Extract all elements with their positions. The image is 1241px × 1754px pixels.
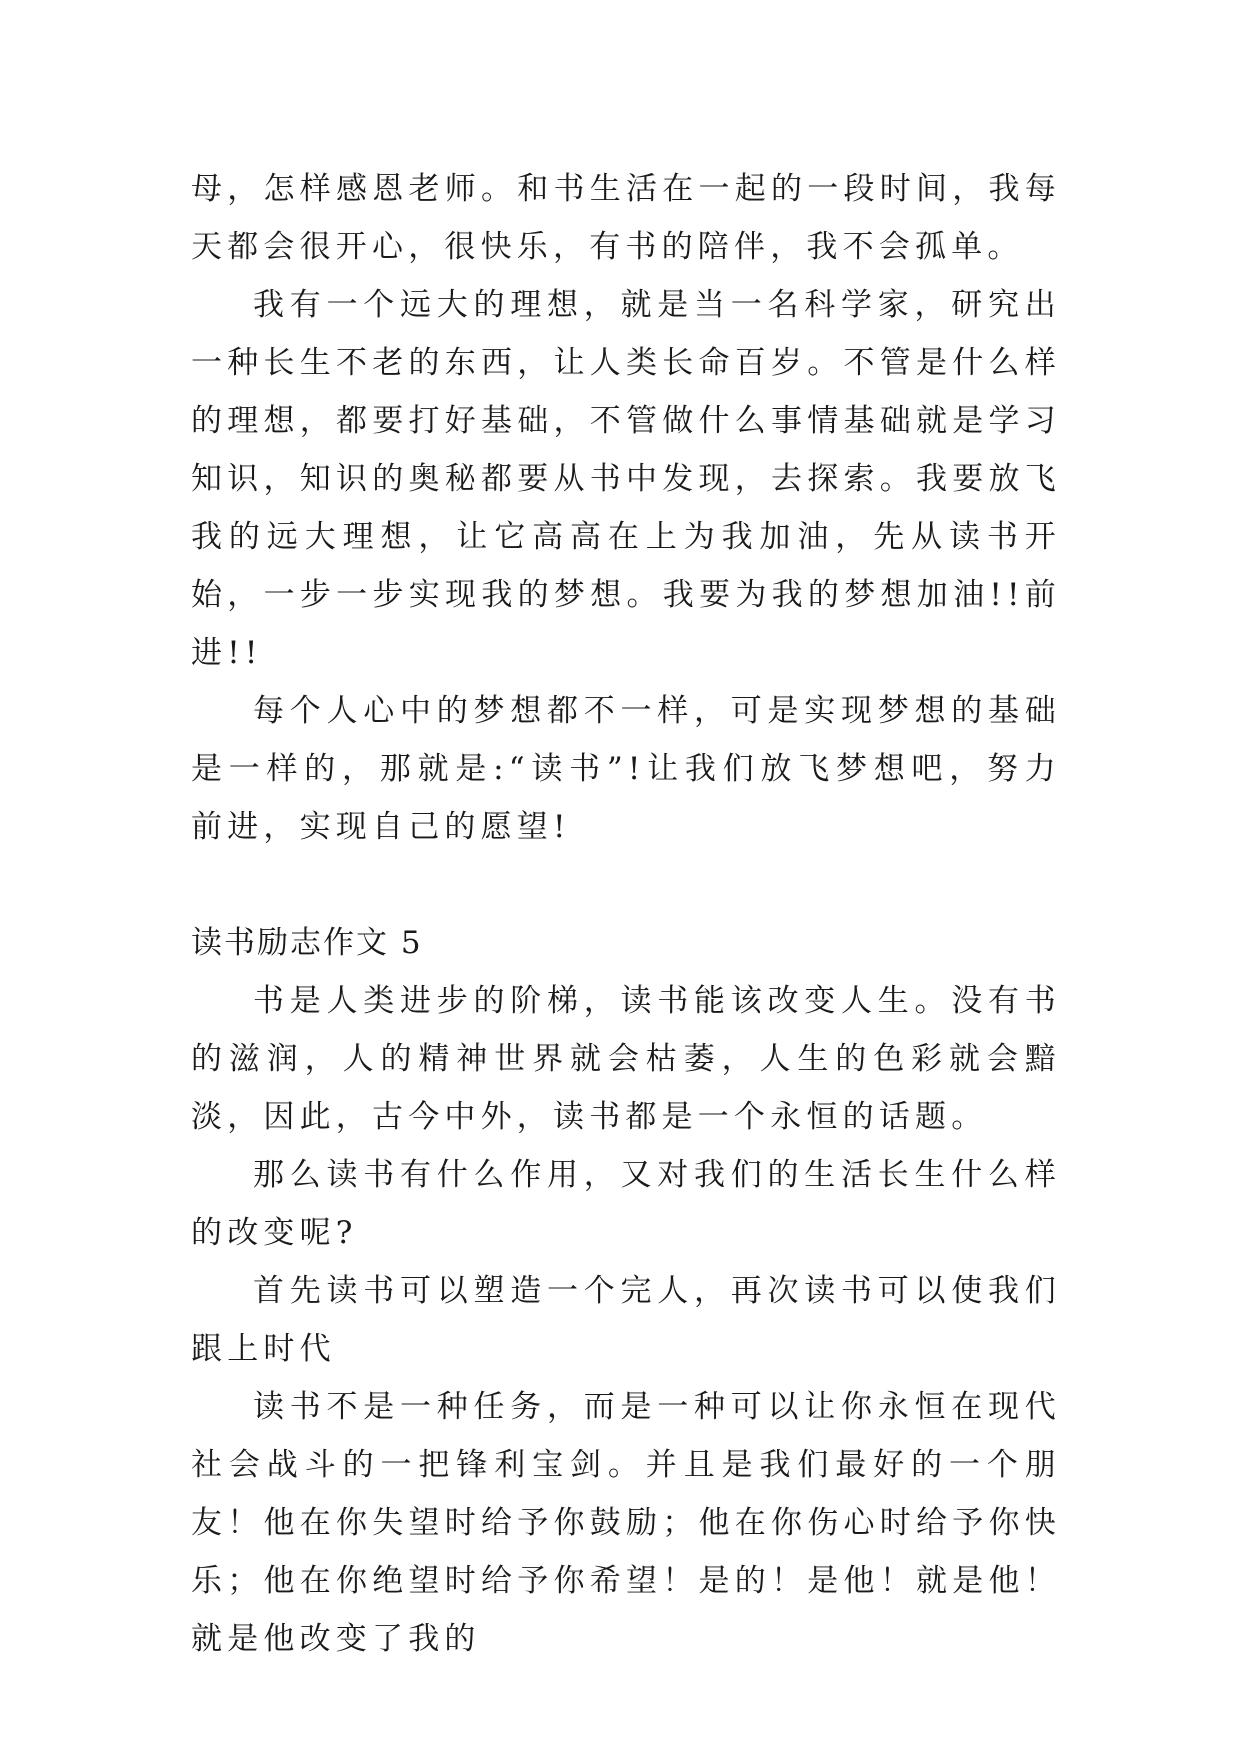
document-body xyxy=(191,160,1061,1668)
paragraph: 每个人心中的梦想都不一样，可是实现梦想的基础是一样的，那就是:“读书”!让我们放飞梦想吧，努力前进，实现自己的愿望! xyxy=(191,693,1061,845)
paragraph: 那么读书有什么作用，又对我们的生活长生什么样的改变呢? xyxy=(191,1157,1061,1251)
section-heading: 读书励志作文 5 xyxy=(191,925,423,961)
paragraph: 母，怎样感恩老师。和书生活在一起的一段时间，我每天都会很开心，很快乐，有书的陪伴，我不会孤单。 xyxy=(191,171,1061,265)
paragraph: 首先读书可以塑造一个完人，再次读书可以使我们跟上时代 xyxy=(191,1273,1061,1367)
paragraph: 我有一个远大的理想，就是当一名科学家，研究出一种长生不老的东西，让人类长命百岁。不管是什么样的理想，都要打好基础，不管做什么事情基础就是学习知识，知识的奥秘都要从书中发现，去探索。我要放飞我的远大理想，让它高高在上为我加油，先从读书开始，一步一步实现我的梦想。我要为我的梦想加油!!前进!! xyxy=(191,287,1061,671)
paragraph: 书是人类进步的阶梯，读书能该改变人生。没有书的滋润，人的精神世界就会枯萎，人生的色彩就会黯淡，因此，古今中外，读书都是一个永恒的话题。 xyxy=(191,983,1061,1135)
section-spacer xyxy=(191,856,1061,914)
paragraph: 读书不是一种任务，而是一种可以让你永恒在现代社会战斗的一把锋利宝剑。并且是我们最好的一个朋友！他在你失望时给予你鼓励；他在你伤心时给予你快乐；他在你绝望时给予你希望！是的！是他！就是他！就是他改变了我的 xyxy=(191,1389,1061,1657)
